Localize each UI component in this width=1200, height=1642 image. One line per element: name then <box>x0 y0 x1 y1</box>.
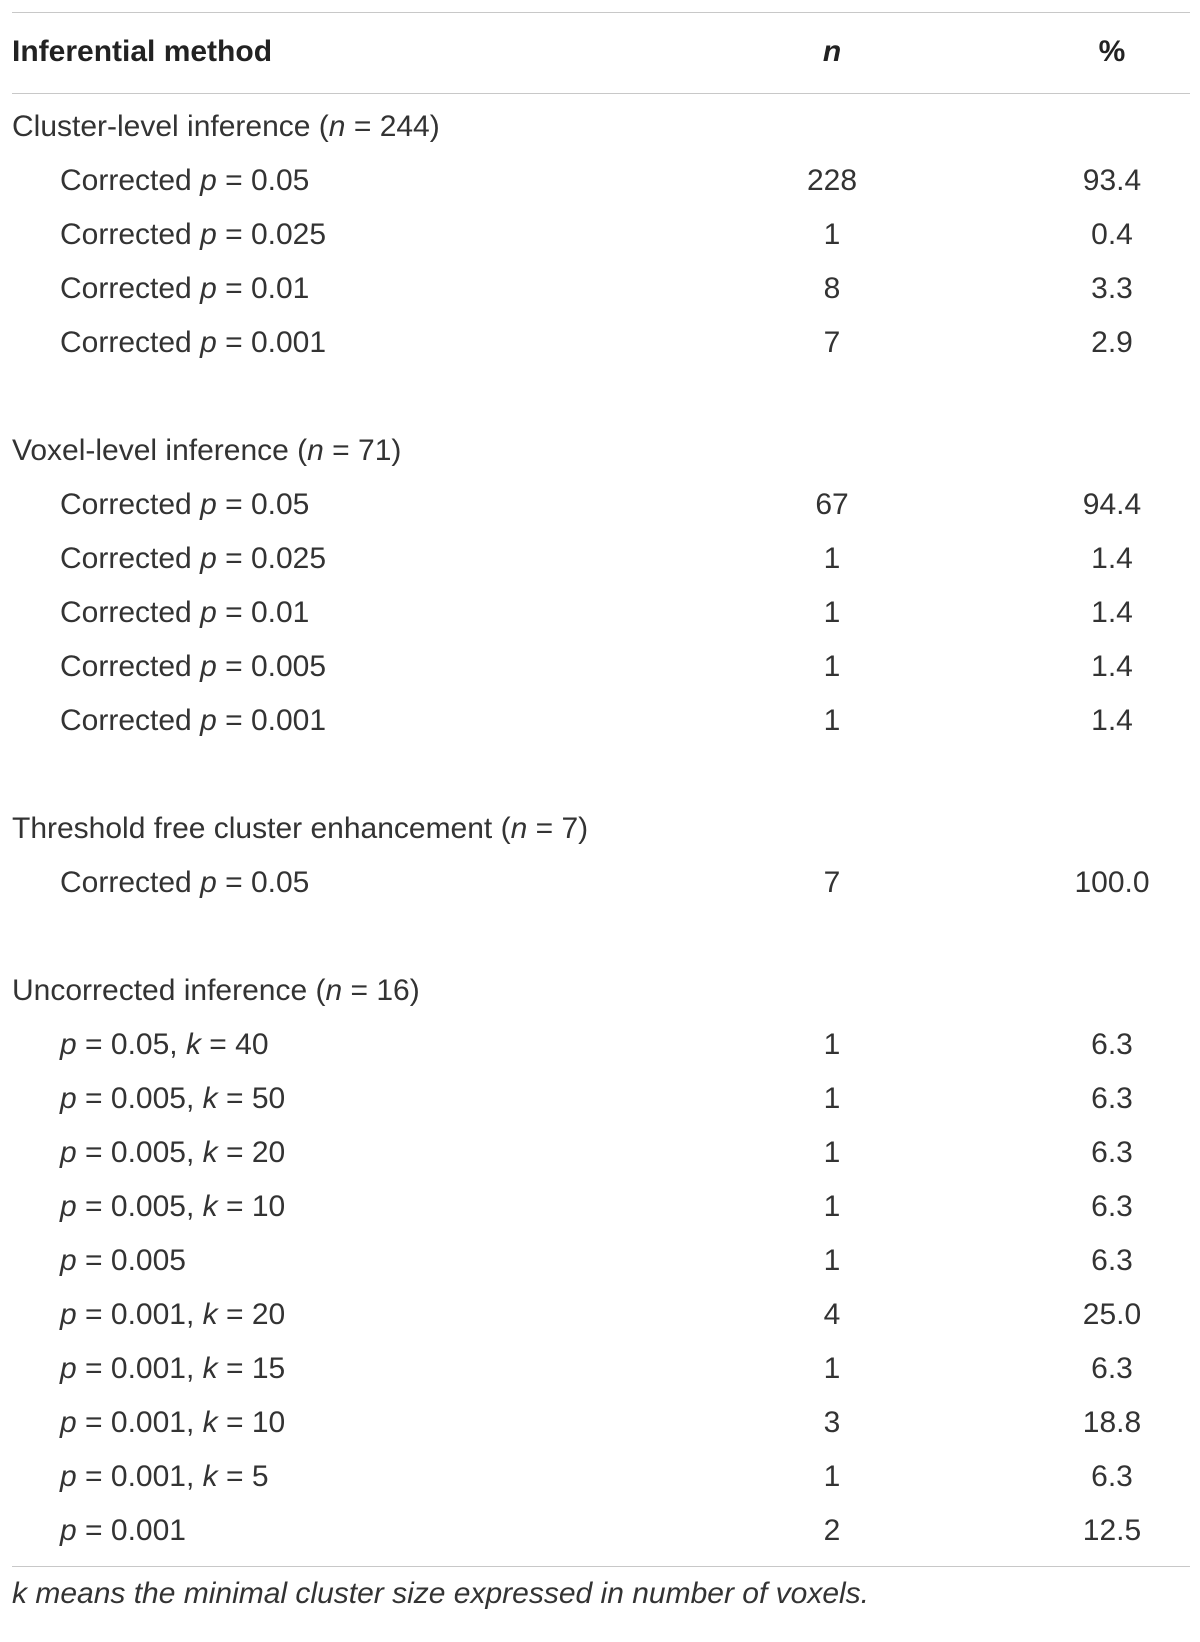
row-label: Corrected p = 0.005 <box>60 650 327 683</box>
table-row <box>12 1072 1190 1126</box>
row-percent-value: 6.3 <box>1091 1028 1133 1061</box>
table-row <box>12 1018 1190 1072</box>
table-row <box>12 208 1190 262</box>
table-footnote <box>12 1567 1190 1623</box>
row-percent-value: 6.3 <box>1091 1190 1133 1223</box>
row-n-value: 1 <box>823 1190 841 1223</box>
table-row <box>12 1234 1190 1288</box>
row-n-value: 1 <box>823 596 841 629</box>
table-row <box>12 316 1190 370</box>
table-row <box>12 1126 1190 1180</box>
row-n-value: 1 <box>823 1082 841 1115</box>
row-percent-value: 1.4 <box>1091 596 1133 629</box>
table-row <box>12 1288 1190 1342</box>
row-label: p = 0.05, k = 40 <box>60 1028 269 1061</box>
group-heading: Voxel-level inference (n = 71) <box>12 434 402 467</box>
table-row <box>12 1396 1190 1450</box>
row-n-value: 2 <box>823 1514 841 1547</box>
table-row <box>12 1450 1190 1504</box>
table-row <box>12 586 1190 640</box>
table-row <box>12 532 1190 586</box>
row-label: p = 0.001, k = 5 <box>60 1460 269 1493</box>
table-row <box>12 694 1190 748</box>
row-n-value: 228 <box>806 164 858 197</box>
row-n-value: 1 <box>823 650 841 683</box>
group-spacer <box>12 370 1190 424</box>
header-n: n <box>822 35 842 68</box>
row-percent-value: 1.4 <box>1091 704 1133 737</box>
table-row <box>12 1180 1190 1234</box>
row-n-value: 7 <box>823 866 841 899</box>
row-n-value: 1 <box>823 1028 841 1061</box>
row-label: p = 0.005 <box>60 1244 186 1277</box>
group-heading-row <box>12 802 1190 856</box>
row-percent-value: 100.0 <box>1074 866 1150 899</box>
row-label: p = 0.005, k = 20 <box>60 1136 286 1169</box>
group-heading: Threshold free cluster enhancement (n = 7) <box>12 812 589 845</box>
row-percent-value: 0.4 <box>1091 218 1133 251</box>
row-label: Corrected p = 0.025 <box>60 542 327 575</box>
row-label: p = 0.001 <box>60 1514 186 1547</box>
row-label: Corrected p = 0.001 <box>60 704 327 737</box>
table-body <box>12 100 1190 1558</box>
row-percent-value: 6.3 <box>1091 1244 1133 1277</box>
row-percent-value: 1.4 <box>1091 650 1133 683</box>
row-n-value: 1 <box>823 1136 841 1169</box>
row-n-value: 7 <box>823 326 841 359</box>
row-label: Corrected p = 0.05 <box>60 488 310 521</box>
group-heading-row <box>12 100 1190 154</box>
row-percent-value: 25.0 <box>1082 1298 1142 1331</box>
group-heading: Uncorrected inference (n = 16) <box>12 974 420 1007</box>
header-method: Inferential method <box>12 35 273 68</box>
header-percent: % <box>1098 35 1126 68</box>
footnote-text: k means the minimal cluster size expressed in number of voxels. <box>12 1577 870 1610</box>
row-label: p = 0.001, k = 15 <box>60 1352 286 1385</box>
row-percent-value: 18.8 <box>1082 1406 1142 1439</box>
row-n-value: 1 <box>823 1244 841 1277</box>
group-heading-row <box>12 424 1190 478</box>
inference-table <box>12 12 1190 1623</box>
row-n-value: 1 <box>823 1352 841 1385</box>
row-percent-value: 2.9 <box>1091 326 1133 359</box>
row-n-value: 1 <box>823 1460 841 1493</box>
row-n-value: 4 <box>823 1298 841 1331</box>
table-row <box>12 1504 1190 1558</box>
row-percent-value: 94.4 <box>1082 488 1142 521</box>
row-percent-value: 1.4 <box>1091 542 1133 575</box>
row-label: Corrected p = 0.025 <box>60 218 327 251</box>
row-label: p = 0.005, k = 10 <box>60 1190 286 1223</box>
table-row <box>12 262 1190 316</box>
row-percent-value: 93.4 <box>1082 164 1142 197</box>
group-spacer <box>12 910 1190 964</box>
table-row <box>12 640 1190 694</box>
row-n-value: 67 <box>815 488 849 521</box>
row-n-value: 1 <box>823 542 841 575</box>
row-percent-value: 6.3 <box>1091 1460 1133 1493</box>
row-label: p = 0.005, k = 50 <box>60 1082 286 1115</box>
row-n-value: 8 <box>823 272 841 305</box>
row-percent-value: 6.3 <box>1091 1352 1133 1385</box>
table-row <box>12 856 1190 910</box>
group-heading: Cluster-level inference (n = 244) <box>12 110 440 143</box>
group-spacer <box>12 748 1190 802</box>
group-heading-row <box>12 964 1190 1018</box>
row-percent-value: 6.3 <box>1091 1082 1133 1115</box>
row-label: p = 0.001, k = 20 <box>60 1298 286 1331</box>
table-row <box>12 154 1190 208</box>
row-n-value: 1 <box>823 704 841 737</box>
row-label: Corrected p = 0.001 <box>60 326 327 359</box>
row-label: Corrected p = 0.05 <box>60 164 310 197</box>
table-header <box>12 13 1190 93</box>
row-n-value: 3 <box>823 1406 841 1439</box>
table-row <box>12 1342 1190 1396</box>
row-label: Corrected p = 0.01 <box>60 272 310 305</box>
row-label: Corrected p = 0.01 <box>60 596 310 629</box>
row-percent-value: 6.3 <box>1091 1136 1133 1169</box>
row-percent-value: 3.3 <box>1091 272 1133 305</box>
row-percent-value: 12.5 <box>1082 1514 1142 1547</box>
row-n-value: 1 <box>823 218 841 251</box>
row-label: p = 0.001, k = 10 <box>60 1406 286 1439</box>
row-label: Corrected p = 0.05 <box>60 866 310 899</box>
table-row <box>12 478 1190 532</box>
